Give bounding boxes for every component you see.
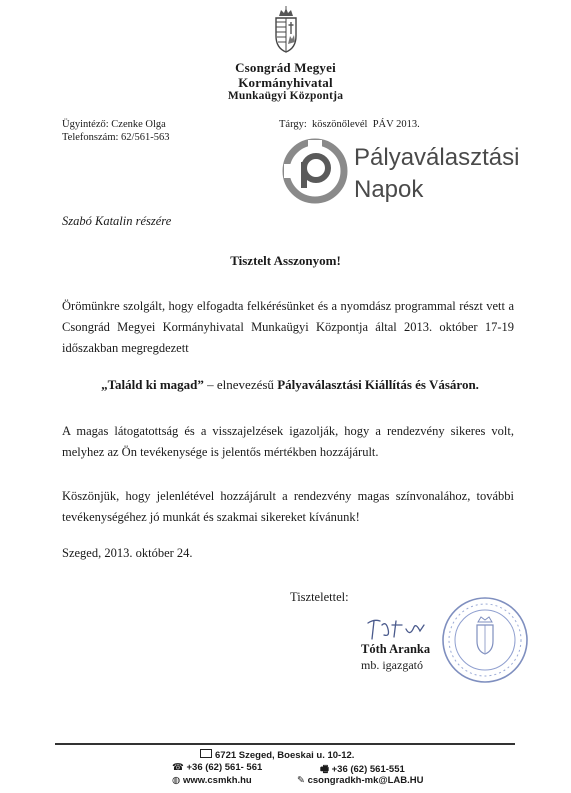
footer-email[interactable]: ✎ csongradkh-mk@LAB.HU <box>297 775 424 786</box>
footer-address: 6721 Szeged, Boeskai u. 10-12. <box>200 749 354 761</box>
recipient: Szabó Katalin részére <box>62 214 172 228</box>
pen-icon: ✎ <box>297 775 305 786</box>
event-title: „Találd ki magad” <box>101 377 204 392</box>
footer-divider <box>55 743 515 745</box>
footer-phone: ☎ +36 (62) 561- 561 <box>172 762 263 773</box>
phone-icon: ☎ <box>172 762 184 773</box>
closing: Tisztelettel: <box>290 590 349 604</box>
brand-line2: Napok <box>354 176 424 203</box>
footer-web[interactable]: ◍ www.csmkh.hu <box>172 775 252 786</box>
event-line <box>40 377 540 393</box>
subject-line: Tárgy: köszönőlevél PÁV 2013. <box>279 119 420 130</box>
phone-number: Telefonszám: 62/561-563 <box>62 132 170 143</box>
coat-of-arms-icon <box>270 6 302 54</box>
brand-p-icon <box>282 138 348 204</box>
signer-name: Tóth Aranka <box>361 642 431 656</box>
case-officer: Ügyintéző: Czenke Olga <box>62 119 166 130</box>
envelope-icon <box>200 749 212 758</box>
letter-date: Szeged, 2013. október 24. <box>62 546 193 560</box>
footer-fax: 🖷 +36 (62) 561-551 <box>320 764 405 775</box>
globe-icon: ◍ <box>172 775 181 786</box>
paragraph-intro: Örömünkre szolgált, hogy elfogadta felkérésünket és a nyomdász programmal részt vett a Csongrád Megyei Kormányhivatal Munkaügyi Központja által 2013. október 17-19 időszakban megregdezett <box>62 299 514 355</box>
paragraph-feedback: A magas látogatottság és a visszajelzések igazolják, hogy a rendezvény sikeres volt, melyhez az Ön tevékenysége is jelentős mértékben hozzájárult. <box>62 424 514 459</box>
org-name-line2: Kormányhivatal <box>238 75 333 90</box>
signer-title: mb. igazgató <box>361 658 423 672</box>
org-name-line1: Csongrád Megyei <box>235 60 336 75</box>
brand-logo <box>282 138 542 208</box>
org-name-line3: Munkaügyi Központja <box>227 90 344 102</box>
event-name: Pályaválasztási Kiállítás és Vásáron. <box>277 377 479 392</box>
official-stamp-icon <box>440 595 530 685</box>
event-mid: – elnevezésű <box>203 377 278 392</box>
signature-icon <box>362 615 432 645</box>
fax-icon: 🖷 <box>320 764 329 775</box>
brand-line1: Pályaválasztási <box>354 144 520 171</box>
paragraph-thanks: Köszönjük, hogy jelenlétével hozzájárult a rendezvény magas színvonalához, további tevékenységéhez jó munkát és szakmai sikereket kívánunk! <box>62 489 514 524</box>
salutation: Tisztelt Asszonyom! <box>230 253 341 268</box>
